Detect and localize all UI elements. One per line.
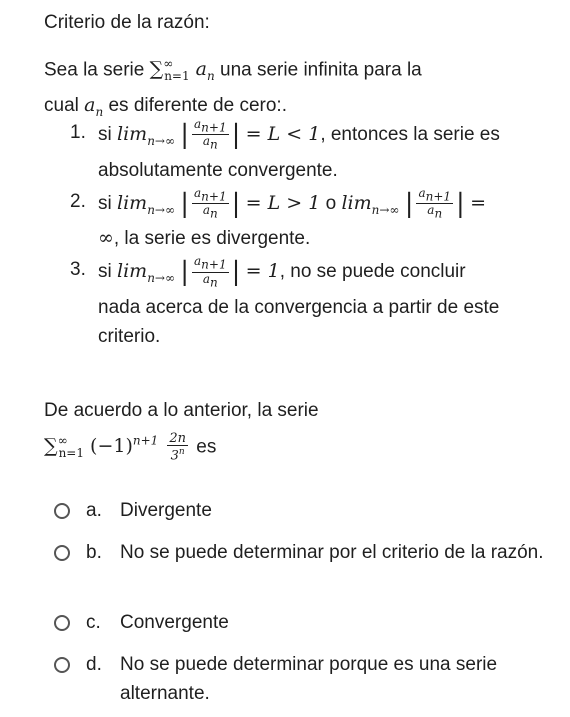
radio-button[interactable]: [54, 615, 70, 631]
criterion-item: 1. si $\lim_{n\to\infty}$ | $\frac{a_{n+1}}{a_n}$ | = L < 1, entonces la serie es absolutamente convergente.: [70, 117, 500, 181]
criterion-text: , la serie es divergente.: [113, 228, 311, 250]
ratio-fraction: $\frac{a_{n+1}}{a_n}$: [194, 254, 227, 290]
option-label: Divergente: [120, 500, 212, 521]
radio-button[interactable]: [54, 545, 70, 561]
option-label: No se puede determinar por el criterio de la razón.: [120, 542, 544, 563]
criterion-index: 2.: [70, 190, 86, 212]
criterion-relation: = L > 1: [245, 191, 321, 214]
question-prompt: [44, 396, 524, 468]
criterion-pre: si: [98, 123, 112, 145]
criterion-relation: = L < 1: [245, 122, 321, 145]
question-series-formula: $\sum^\infty_{n=1}$ $(-1)^{n+1}$ $\frac{2n}{3^n}$: [44, 431, 187, 464]
criterion-relation-2: = ∞: [98, 191, 486, 250]
limit-formula: $\lim_{n\to\infty}$: [117, 122, 175, 148]
intro-text-post: una serie infinita para la: [220, 59, 422, 81]
option-b[interactable]: [52, 538, 570, 567]
criterion-pre: si: [98, 192, 112, 214]
limit-formula: $\lim_{n\to\infty}$: [117, 260, 175, 286]
limit-formula: $\lim_{n\to\infty}$: [117, 191, 175, 217]
criteria-list: [70, 118, 510, 353]
option-c[interactable]: [52, 608, 570, 637]
ratio-fraction: $\frac{a_{n+1}}{a_n}$: [194, 117, 227, 152]
criterion-text: , entonces la serie es absolutamente convergente.: [98, 123, 500, 181]
series-formula: $\sum^\infty_{n=1}$ $a_n$: [149, 57, 215, 84]
option-d[interactable]: [52, 650, 570, 708]
criterion-item: 2. si $\lim_{n\to\infty}$ | $\frac{a_{n+1}}{a_n}$ | = L > 1 o $\lim_{n\to\infty}$ | $\frac{a_{n+1}}{a_n}$ | = ∞, la serie es divergente.: [70, 185, 486, 250]
option-letter: b.: [86, 542, 102, 563]
option-letter: d.: [86, 654, 102, 675]
option-letter: c.: [86, 612, 101, 633]
intro-text-line2-post: es diferente de cero:.: [108, 95, 287, 117]
criterion-connector: o: [325, 192, 337, 214]
option-label: No se puede determinar porque es una serie alternante.: [120, 654, 498, 704]
option-letter: a.: [86, 500, 102, 521]
criterion-pre: si: [98, 261, 112, 283]
limit-formula: $\lim_{n\to\infty}$: [341, 191, 400, 217]
term-an: $a_n$: [84, 94, 104, 119]
intro-paragraph: [44, 50, 544, 127]
intro-text-pre: Sea la serie: [44, 59, 145, 81]
intro-text-line2-pre: cual: [44, 95, 79, 117]
question-line1: De acuerdo a lo anterior, la serie: [44, 400, 319, 421]
criterion-index: 1.: [70, 122, 86, 143]
option-label: Convergente: [120, 612, 229, 633]
option-a[interactable]: [52, 496, 570, 525]
radio-button[interactable]: [54, 503, 70, 519]
ratio-fraction: $\frac{a_{n+1}}{a_n}$: [418, 185, 452, 221]
criterion-relation: = 1: [245, 260, 280, 283]
ratio-fraction: $\frac{a_{n+1}}{a_n}$: [194, 185, 227, 221]
criterion-index: 3.: [70, 259, 86, 281]
section-title: Criterio de la razón:: [44, 12, 210, 33]
criterion-item: 3. si $\lim_{n\to\infty}$ | $\frac{a_{n+1}}{a_n}$ | = 1, no se puede concluir nada acerca de la convergencia a partir de este criterio.: [70, 254, 500, 348]
radio-button[interactable]: [54, 657, 70, 673]
question-suffix: es: [196, 436, 217, 458]
criterion-text: , no se puede concluir nada acerca de la convergencia a partir de este criterio.: [98, 261, 500, 348]
